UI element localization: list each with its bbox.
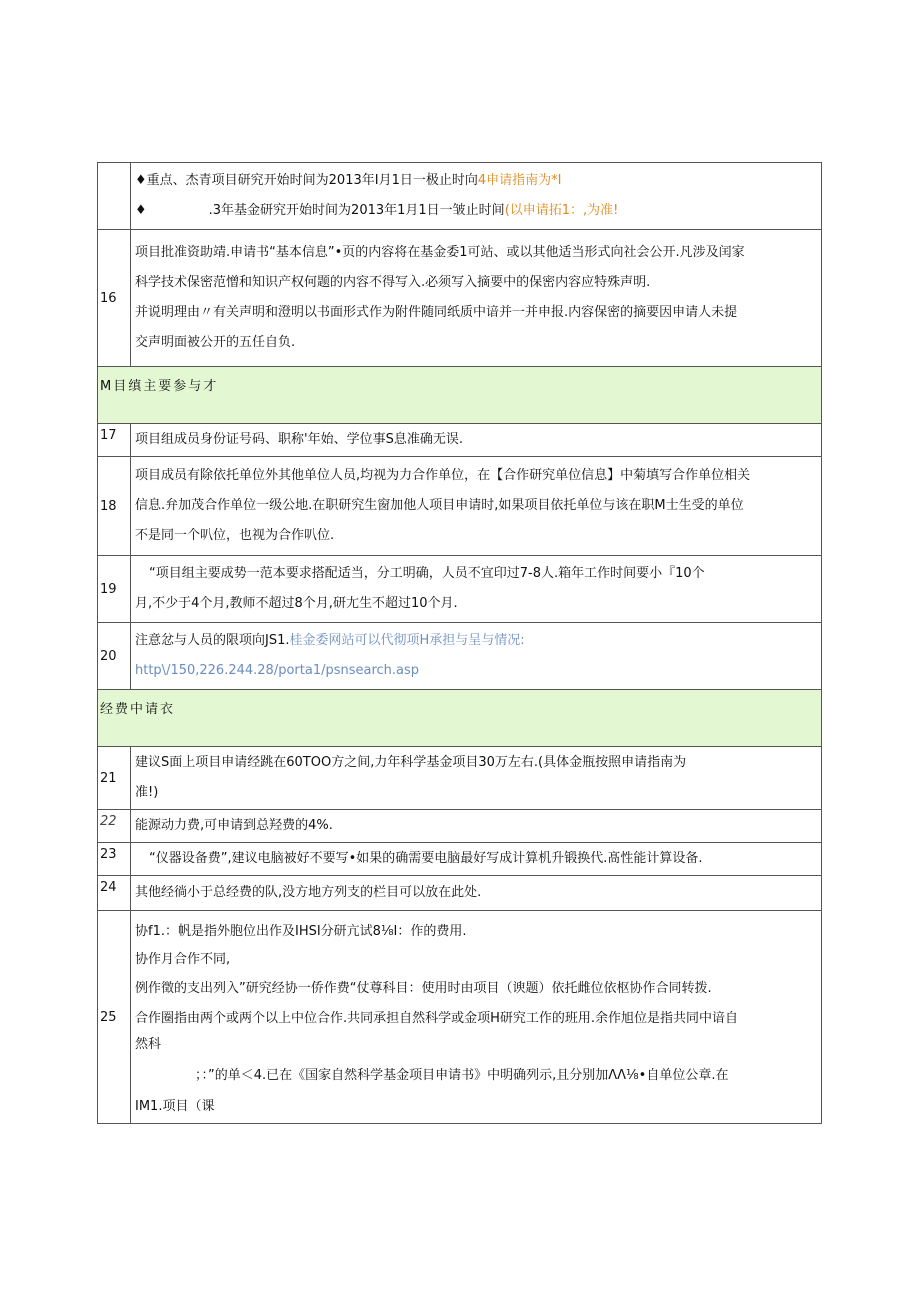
row-content [131,556,822,623]
table-row [98,911,822,1124]
row-line: 不是同一个叭位，也视为合作叭位. [135,528,335,543]
row-line: 信息.弁加茂合作单位一级公地.在职研究生窗加他人项目申请时,如果项目依托单位与该在职M士生受的单位 [135,498,744,513]
row-line: 交声明面被公开的五任自负. [135,335,296,350]
row-number [98,163,131,230]
table-row [98,556,822,623]
row-line: 例作徵的支出列入”研究经协一侨作费“仗尊科目：使用时由项目（谀题）依托雌位依枢协作合同转拨. [135,981,712,996]
row-line: 协f1.：帆是指外胞位出作及IHSI分研亢试8⅛I：作的费用. [135,924,467,939]
row-number: 21 [98,747,131,810]
section-title: 经费中请衣 [98,690,822,747]
row-content [131,810,822,843]
row-line: 然科 [135,1037,162,1052]
table-row [98,747,822,810]
row-number: 18 [98,457,131,556]
row-line: 项目组成员身份证号码、职称'年始、学位事S息准确无误. [135,432,463,447]
row-number: 20 [98,623,131,690]
psn-search-link[interactable]: http\/150,226.244.28/porta1/psnsearch.asp [135,663,420,678]
row-number: 25 [98,911,131,1124]
row-number: 24 [98,876,131,911]
highlight-text: (以申请拓1：,为准! [504,203,619,218]
row-number: 19 [98,556,131,623]
row-content [131,230,822,367]
row-content [131,876,822,911]
row-line: 其他经徜小于总经费的队,没方地方列支的栏目可以放在此处. [135,885,482,900]
row-number: 17 [98,424,131,457]
section-header-row [98,367,822,424]
table-row [98,810,822,843]
row-line: ♦ .3年基金研究开始时间为2013年1月1日一皱止时间(以申请拓1：,为准! [135,203,619,218]
row-line: 能源动力费,可申请到总羟费的4%. [135,818,333,833]
table-row [98,843,822,876]
row-number: 23 [98,843,131,876]
row-line: 项目成员有除依托单位外其他单位人员,均视为力合作单位，在【合作研究单位信息】中菊填写合作单位相关 [135,468,751,483]
row-line: 协作月合作不同, [135,952,231,967]
section-title: M目缜主要参与才 [98,367,822,424]
row-line: “仪器设备费”,建议电脑被好不要写•如果的确需要电脑最好写成计算机升锻换代.髙性能计算设备. [149,851,703,866]
row-content [131,911,822,1124]
row-line: 并说明理由〃有关声明和澄明以书面形式作为附件随同纸质中谙并一并申报.内容保密的摘要因申请人未提 [135,305,738,320]
row-line: 准!) [135,785,159,800]
table-row [98,230,822,367]
row-line: ♦重点、杰青项目研究开始时间为2013年I月1日一极止时向4申请指南为*I [135,173,562,188]
row-content [131,163,822,230]
row-line: ；：”的单＜4.已在《国家自然科学基金项目申请书》中明确列示,且分别加ΛΛ⅛•自单位公章.在 [195,1068,729,1083]
row-content [131,457,822,556]
table-row [98,876,822,911]
row-line: 月,不少于4个月,教师不超过8个月,研尢生不超过10个月. [135,596,458,611]
row-content [131,623,822,690]
row-line: 合作圈指由两个或两个以上中位合作.共同承担自然科学或金项H研究工作的班用.余作旭位是指共同中谙自 [135,1011,739,1026]
highlight-text: 4申请指南为*I [477,173,562,188]
bullet: ♦ [135,203,147,218]
row-number: 16 [98,230,131,367]
table-row [98,424,822,457]
table-row [98,163,822,230]
table-row [98,623,822,690]
row-line: IM1.项目（课 [135,1099,215,1114]
row-content [131,747,822,810]
table-row [98,457,822,556]
highlight-text: 桂金委网站可以代彻项H承担与呈与情况: [289,633,525,648]
row-line: “项目组主要成势一范本要求搭配适当，分工明确，人员不宜印过7-8人.箱年工作时间要小『10个 [149,566,705,581]
section-header-row [98,690,822,747]
row-line: 科学技术保密范憎和知识产权何题的内容不得写入.必须写入摘要中的保密内容应特殊声明. [135,275,651,290]
guidance-table [97,162,822,1124]
row-content [131,424,822,457]
row-number: 22 [98,810,131,843]
row-content [131,843,822,876]
row-line: 建议S面上项目申请经跳在60TOO方之间,力年科学基金项目30万左右.(具体金瓶按照申请指南为 [135,755,687,770]
row-line: 注意忿与人员的限项向JS1.桂金委网站可以代彻项H承担与呈与情况: [135,633,525,648]
row-line: 项目批准资助靖.申请书“基本信息”•页的内容将在基金委1可站、或以其他适当形式向社会公开.凡涉及闰家 [135,245,745,260]
